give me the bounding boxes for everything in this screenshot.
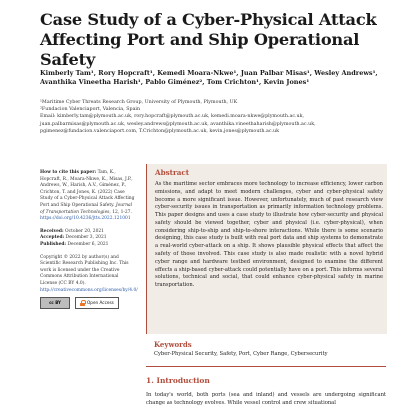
article-info-sidebar bbox=[40, 170, 136, 315]
abstract-box bbox=[146, 164, 387, 334]
email-line: pgimenez@fundacion.valenciaport.com, T.Crichton@plymouth.ac.uk, kevin.jones@plymouth.ac.uk bbox=[40, 128, 280, 134]
open-access-label: Open Access bbox=[87, 299, 114, 305]
open-access-badge bbox=[75, 297, 119, 309]
author-list: Kimberly Tam¹, Rory Hopcraft¹, Kemedi Moara-Nkwe¹, Juan Palbar Misas¹, Wesley Andrews¹, Avanthika Vineetha Harish¹, Pablo Giménez², Tom Crichton¹, Kevin Jones¹ bbox=[40, 69, 378, 87]
published-date: December 6, 2021 bbox=[67, 241, 109, 247]
received-label: Received: bbox=[40, 228, 64, 234]
accepted-label: Accepted: bbox=[40, 235, 65, 241]
doi-link[interactable]: https://doi.org/10.4236/jtts.2022.121001 bbox=[40, 216, 131, 222]
section-divider bbox=[146, 366, 386, 367]
cite-text: Tam, K., Hopcraft, R., Moara-Nkwe, K., Misas, J.P., Andrews, W., Harish, A.V., Giménez, P., Crichton, T. and Jones, K. (2022) Case Study of a Cyber-Physical Attack Affecting Port and Ship Operational Safety. bbox=[40, 170, 135, 208]
email-line: Email: kimberly.tam@plymouth.ac.uk, rory.hopcraft@plymouth.ac.uk, kemedi.moara-nkwe@plymouth.ac.uk, bbox=[40, 114, 305, 120]
received-date: October 20, 2021 bbox=[65, 228, 104, 234]
keywords-text: Cyber-Physical Security, Safety, Port, Cyber Range, Cybersecurity bbox=[154, 351, 328, 357]
affiliation-line: ²Fundacion Valenciaport, Valencia, Spain bbox=[40, 107, 141, 113]
cite-journal: Journal of Transportation Technologies bbox=[40, 202, 133, 215]
copyright-block bbox=[40, 255, 136, 310]
introduction-heading: 1. Introduction bbox=[146, 376, 210, 385]
cite-heading: How to cite this paper: bbox=[40, 170, 97, 175]
dates-block bbox=[40, 229, 136, 249]
cite-volume: , 12, 1-27. bbox=[109, 209, 132, 215]
paper-title: Case Study of a Cyber-Physical Attack Affecting Port and Ship Operational Safety bbox=[40, 10, 377, 69]
email-line: juan.palbarmisas@plymouth.ac.uk, wesley.andrews@plymouth.ac.uk, avanthika.vineethaharish@plymouth.ac.uk, bbox=[40, 121, 316, 127]
introduction-text: In today's world, both ports (sea and inland) and vessels are undergoing significant change as technology evolves. While vessel control and crew situational bbox=[146, 392, 386, 406]
abstract-heading: Abstract bbox=[155, 168, 190, 177]
open-lock-icon bbox=[80, 300, 85, 306]
license-badges bbox=[40, 297, 136, 309]
affiliation-line: ¹Maritime Cyber Threats Research Group, University of Plymouth, Plymouth, UK bbox=[40, 100, 238, 105]
affiliations bbox=[40, 99, 370, 135]
accepted-date: December 3, 2021 bbox=[65, 235, 107, 241]
keywords-heading: Keywords bbox=[154, 340, 192, 349]
citation-block bbox=[40, 170, 136, 223]
license-link[interactable]: http://creativecommons.org/licenses/by/4.0/ bbox=[40, 287, 138, 293]
cc-by-badge[interactable]: cc BY bbox=[40, 297, 70, 309]
abstract-text: As the maritime sector embraces more technology to increase efficiency, lower carbon emissions, and adapt to meet modern challenges, cyber and cyber-physical safety become a more significant issue. However, unfortunately, much of past research view cyber-security issues in transportation as primarily information technology problems. This paper designs and uses a case study to illustrate how cyber-security and physical safety should be viewed together, cyber and physical (i.e. cyber-physical), when considering ship-to-ship and ship-to-shore interactions. While there is some scenario designing, this case study is built with real port data and ship systems to demonstrate a real-world cyber-attack on a ship. It shows plausible physical effects that affect the safety of those involved. This case study is also made realistic with a novel hybrid cyber range and hardware testbed environment, designed to examine the different effects a ship-based cyber-attack could potentially have on a port. This informs several solutions, technical and social, that could enhance cyber-physical safety in marine transportation. bbox=[155, 181, 383, 289]
copyright-text: Copyright © 2022 by author(s) and Scientific Research Publishing Inc. This work is licensed under the Creative Commons Attribution International License (CC BY 4.0). bbox=[40, 254, 129, 286]
published-label: Published: bbox=[40, 241, 67, 247]
